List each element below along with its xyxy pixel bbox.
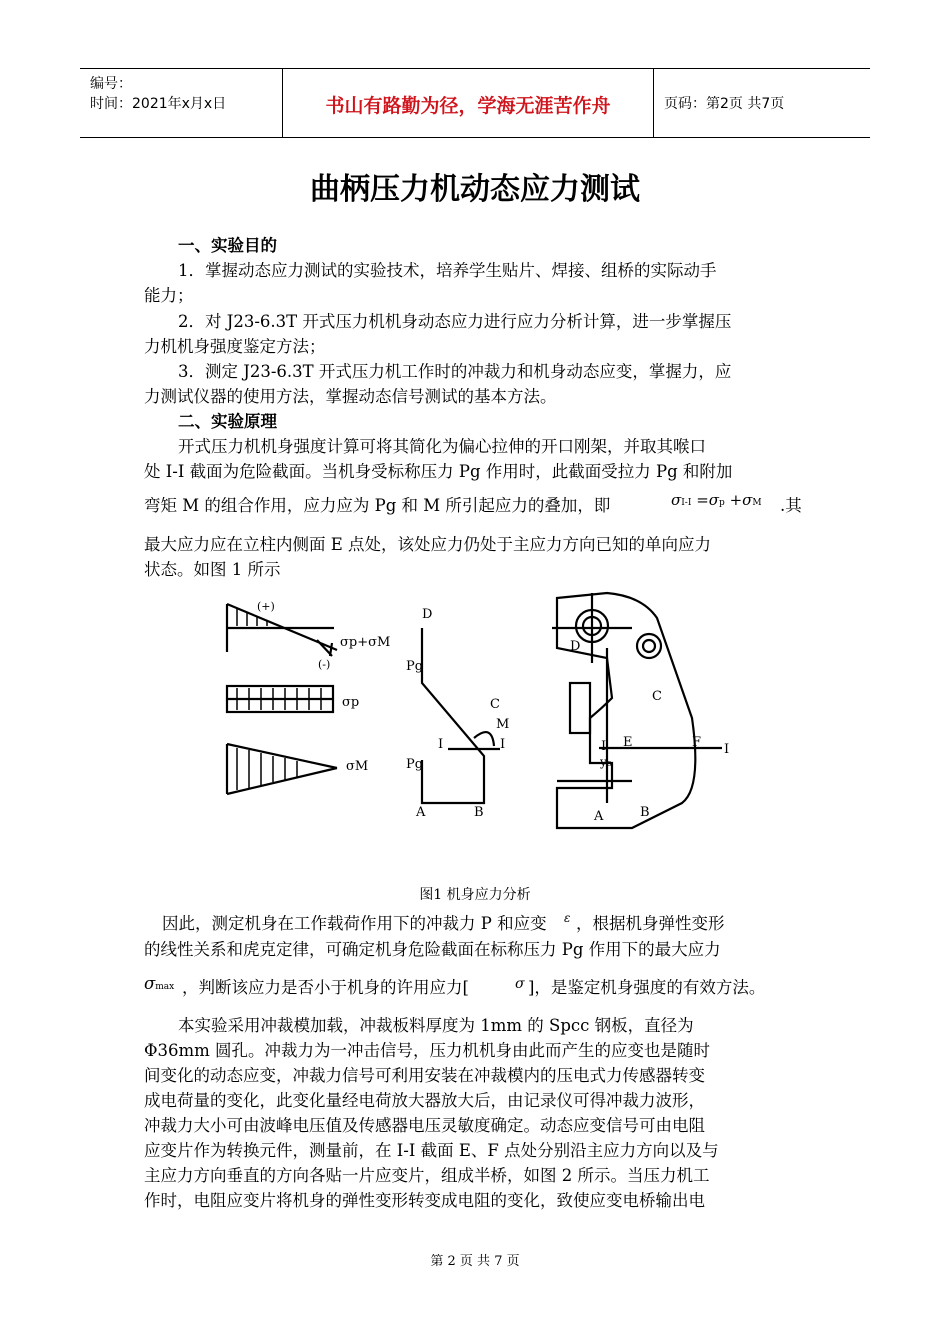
label-minus: (-)	[318, 658, 331, 671]
label-d-body: D	[570, 639, 581, 654]
text-line: 成电荷量的变化，此变化量经电荷放大器放大后，由记录仪可得冲裁力波形，	[144, 1091, 705, 1110]
text-line: ，判断该应力是否小于机身的许用应力[	[182, 978, 469, 997]
text-line: 3．测定 J23-6.3T 开式压力机工作时的冲裁力和机身动态应变，掌握力，应	[178, 362, 732, 381]
text-line: 开式压力机机身强度计算可将其简化为偏心拉伸的开口刚架，并取其喉口	[178, 437, 706, 456]
subscript: p	[719, 498, 725, 508]
text-line: 最大应力应在立柱内侧面 E 点处，该处应力仍处于主应力方向已知的单向应力	[144, 535, 712, 554]
label-i-body-right: I	[724, 742, 730, 757]
text-line: Φ36mm 圆孔。冲裁力为一冲击信号，压力机机身由此而产生的应变也是随时	[144, 1041, 711, 1060]
text-line: 本实验采用冲裁模加载，冲裁板料厚度为 1mm 的 Spcc 钢板，直径为	[178, 1016, 694, 1035]
sigma-symbol: σ	[708, 491, 720, 509]
epsilon-symbol	[564, 906, 570, 930]
sigma-allow-symbol	[515, 972, 525, 996]
label-d: D	[422, 607, 433, 622]
figure-stress-analysis	[212, 588, 772, 848]
stress-formula	[671, 488, 762, 515]
label-plus: (+)	[257, 600, 275, 613]
time-label: 时间：2021年x月x日	[90, 96, 227, 112]
text-line: 作时，电阻应变片将机身的弹性变形转变成电阻的变化，致使应变电桥输出电	[144, 1191, 705, 1210]
sigma-char: σ	[515, 976, 525, 992]
page-info: 页码：第2页 共7页	[664, 96, 785, 112]
sigma-symbol: σ	[742, 491, 753, 509]
figure-caption: 图1 机身应力分析	[419, 887, 531, 903]
text-line: 处 I-I 截面为危险截面。当机身受标称压力 Pg 作用时，此截面受拉力 Pg 和附加	[144, 462, 733, 481]
text-line: 力测试仪器的使用方法，掌握动态信号测试的基本方法。	[144, 387, 557, 406]
text-line: 冲裁力大小可由波峰电压值及传感器电压灵敏度确定。动态应变信号可由电阻	[144, 1116, 705, 1135]
text-line: 的线性关系和虎克定律，可确定机身危险截面在标称压力 Pg 作用下的最大应力	[144, 940, 721, 959]
header-motto-cell	[283, 69, 654, 137]
label-sigma-p-m: σp+σM	[340, 635, 391, 650]
text-line: 力机机身强度鉴定方法；	[144, 337, 326, 356]
text-line: 能力；	[144, 286, 194, 305]
label-i-left: I	[438, 737, 444, 752]
motto-text: 书山有路勤为径，学海无涯苦作舟	[325, 95, 611, 117]
header-page-cell	[654, 69, 870, 137]
text-line: 1．掌握动态应力测试的实验技术，培养学生贴片、焊接、组桥的实际动手	[178, 261, 717, 280]
label-c-body: C	[652, 689, 662, 704]
sigma-symbol: σ	[671, 491, 682, 509]
text-line: ]，是鉴定机身强度的有效方法。	[528, 978, 766, 997]
epsilon-char: ε	[564, 911, 571, 925]
label-pg-bottom: Pg	[406, 757, 424, 772]
plus-sign: +	[729, 491, 743, 509]
label-y0: y₀	[600, 755, 612, 769]
label-i-body-left: I	[601, 739, 607, 754]
document-title: 曲柄压力机动态应力测试	[310, 172, 640, 207]
equals-sign: =	[696, 491, 709, 509]
sigma-max-symbol	[144, 972, 174, 999]
label-sigma-p: σp	[342, 695, 360, 710]
label-b: B	[474, 805, 484, 820]
text-line: 弯矩 M 的组合作用，应力应为 Pg 和 M 所引起应力的叠加，即	[144, 496, 611, 515]
text-line: 主应力方向垂直的方向各贴一片应变片，组成半桥，如图 2 所示。当压力机工	[144, 1166, 710, 1185]
label-sigma-m: σM	[346, 759, 369, 774]
sigma-char: σ	[144, 974, 156, 993]
text-line: 状态。如图 1 所示	[144, 560, 281, 579]
section-heading-principle: 二、实验原理	[178, 412, 277, 431]
label-b-body: B	[640, 805, 650, 820]
text-line: 因此，测定机身在工作载荷作用下的冲裁力 P 和应变	[162, 914, 547, 933]
section-heading-purpose: 一、实验目的	[178, 236, 277, 255]
number-label: 编号：	[90, 76, 132, 92]
label-i-right: I	[500, 737, 506, 752]
subscript-max: max	[155, 982, 175, 992]
text-line: 应变片作为转换元件，测量前，在 I-I 截面 E、F 点处分别沿主应力方向以及与	[144, 1141, 719, 1160]
label-m: M	[496, 717, 510, 732]
text-line: ，根据机身弹性变形	[576, 914, 725, 933]
subscript: I-I	[681, 498, 692, 508]
header-left-cell	[80, 69, 283, 137]
text-line: .其	[780, 496, 802, 515]
label-e: E	[623, 735, 633, 750]
label-a-body: A	[594, 809, 604, 824]
label-c: C	[490, 697, 500, 712]
page-footer: 第 2 页 共 7 页	[430, 1254, 520, 1269]
page-header	[80, 68, 870, 138]
label-pg-top: Pg	[406, 659, 424, 674]
label-a: A	[416, 805, 426, 820]
text-line: 间变化的动态应变，冲裁力信号可利用安装在冲裁模内的压电式力传感器转变	[144, 1066, 705, 1085]
label-f: F	[692, 735, 702, 750]
subscript: M	[752, 498, 762, 508]
text-line: 2．对 J23-6.3T 开式压力机机身动态应力进行应力分析计算，进一步掌握压	[178, 312, 732, 331]
